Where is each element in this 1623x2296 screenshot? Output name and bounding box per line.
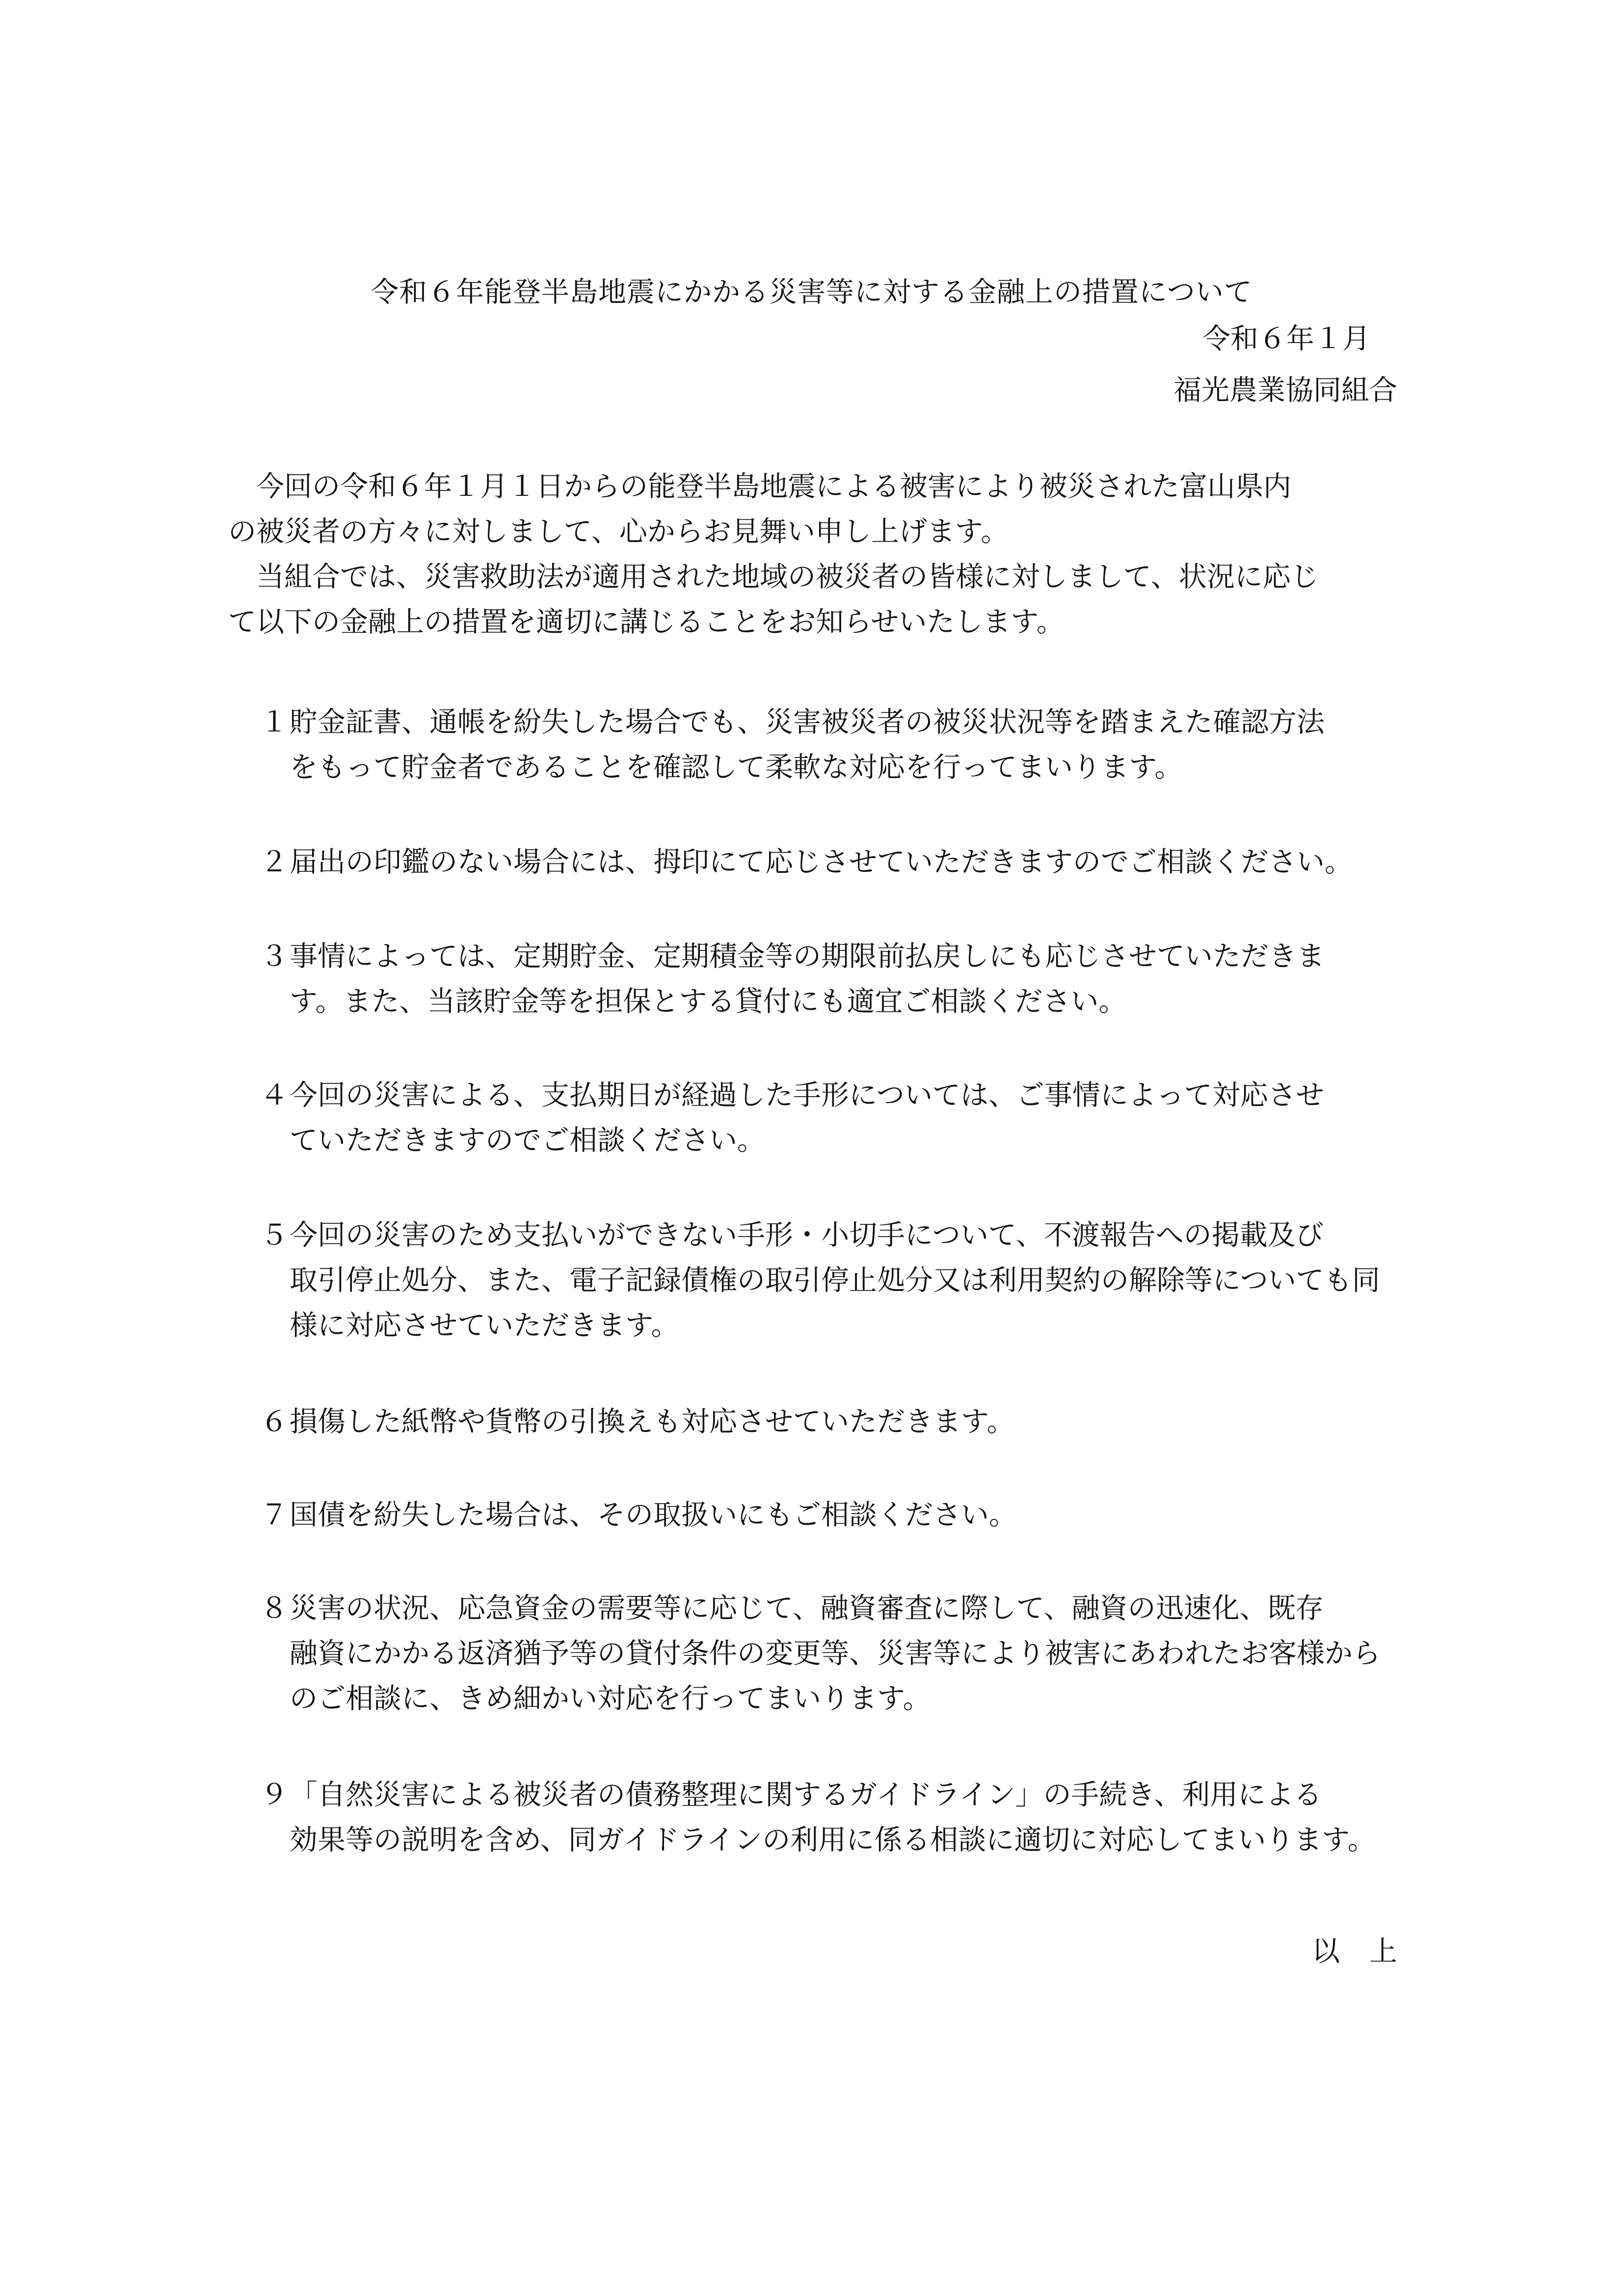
item-line: 融資にかかる返済猶予等の貸付条件の変更等、災害等により被害にあわれたお客様から bbox=[290, 1637, 1381, 1670]
item-number: ９ bbox=[260, 1779, 288, 1811]
item-line: 事情によっては、定期貯金、定期積金等の期限前払戻しにも応じさせていただきま bbox=[290, 940, 1325, 972]
item-line: 「自然災害による被災者の債務整理に関するガイドライン」の手続き、利用による bbox=[290, 1779, 1322, 1811]
intro-line: て以下の金融上の措置を適切に講じることをお知らせいたします。 bbox=[228, 606, 1064, 638]
measure-item-9 bbox=[260, 1772, 1376, 1863]
item-text bbox=[290, 934, 1325, 1024]
item-text bbox=[290, 1399, 1014, 1444]
item-number: ３ bbox=[260, 940, 288, 972]
item-line: をもって貯金者であることを確認して柔軟な対応を行ってまいります。 bbox=[290, 751, 1183, 783]
item-line: 今回の災害による、支払期日が経過した手形については、ご事情によって対応させ bbox=[290, 1079, 1324, 1111]
measure-item-3 bbox=[260, 934, 1325, 1024]
item-number: １ bbox=[260, 706, 288, 738]
measure-item-8 bbox=[260, 1586, 1381, 1721]
intro-paragraphs bbox=[228, 464, 1406, 645]
measure-item-6 bbox=[260, 1399, 1014, 1444]
item-number: ２ bbox=[260, 846, 288, 878]
item-line: 効果等の説明を含め、同ガイドラインの利用に係る相談に適切に対応してまいります。 bbox=[290, 1824, 1376, 1856]
measure-item-7 bbox=[260, 1492, 1017, 1538]
item-line: 届出の印鑑のない場合には、拇印にて応じさせていただきますのでご相談ください。 bbox=[290, 846, 1353, 878]
item-line: 災害の状況、応急資金の需要等に応じて、融資審査に際して、融資の迅速化、既存 bbox=[290, 1592, 1324, 1624]
item-text bbox=[290, 700, 1325, 790]
item-number: ４ bbox=[260, 1079, 288, 1111]
document-date: 令和６年１月 bbox=[1202, 323, 1370, 355]
organization-name: 福光農業協同組合 bbox=[1173, 374, 1397, 406]
item-line: 今回の災害のため支払いができない手形・小切手について、不渡報告への掲載及び bbox=[290, 1219, 1324, 1251]
item-text bbox=[290, 1213, 1380, 1348]
item-line: 様に対応させていただきます。 bbox=[290, 1309, 679, 1342]
item-line: 取引停止処分、また、電子記録債権の取引停止処分又は利用契約の解除等についても同 bbox=[290, 1264, 1380, 1297]
intro-line: の被災者の方々に対しまして、心からお見舞い申し上げます。 bbox=[228, 515, 1009, 548]
item-line: ていただきますのでご相談ください。 bbox=[290, 1124, 765, 1157]
measure-item-1 bbox=[260, 700, 1325, 790]
item-text bbox=[290, 1772, 1376, 1863]
closing-mark: 以上 bbox=[1312, 1935, 1427, 1968]
item-text bbox=[290, 839, 1353, 885]
item-line: 損傷した紙幣や貨幣の引換えも対応させていただきます。 bbox=[290, 1405, 1015, 1438]
item-line: 国債を紛失した場合は、その取扱いにもご相談ください。 bbox=[290, 1499, 1017, 1531]
item-text bbox=[290, 1586, 1381, 1721]
item-text bbox=[290, 1492, 1017, 1538]
item-number: ７ bbox=[260, 1499, 288, 1531]
item-line: す。また、当該貯金等を担保とする貸付にも適宜ご相談ください。 bbox=[290, 985, 1127, 1018]
measure-item-4 bbox=[260, 1073, 1324, 1163]
item-line: のご相談に、きめ細かい対応を行ってまいります。 bbox=[290, 1682, 931, 1715]
item-line: 貯金証書、通帳を紛失した場合でも、災害被災者の被災状況等を踏まえた確認方法 bbox=[290, 706, 1325, 738]
measure-item-2 bbox=[260, 839, 1353, 885]
measure-item-5 bbox=[260, 1213, 1380, 1348]
intro-line: 今回の令和６年１月１日からの能登半島地震による被害により被災された富山県内 bbox=[256, 470, 1291, 503]
item-number: ８ bbox=[260, 1592, 288, 1624]
item-number: ５ bbox=[260, 1219, 288, 1251]
item-number: ６ bbox=[260, 1405, 288, 1438]
item-text bbox=[290, 1073, 1324, 1163]
document-title: 令和６年能登半島地震にかかる災害等に対する金融上の措置について bbox=[371, 276, 1252, 308]
intro-line: 当組合では、災害救助法が適用された地域の被災者の皆様に対しまして、状況に応じ bbox=[256, 561, 1319, 593]
